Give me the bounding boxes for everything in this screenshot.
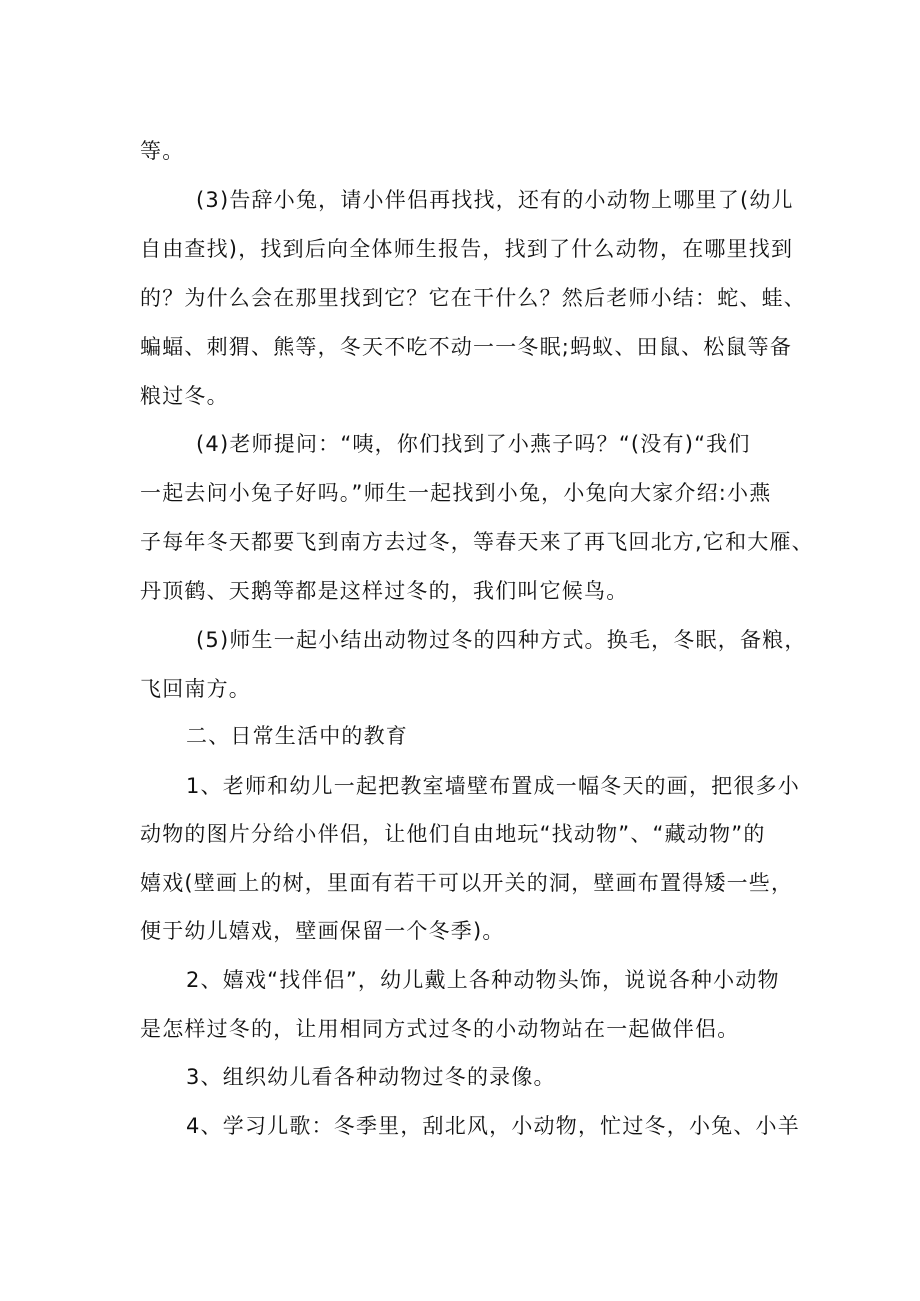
text-line: (5)师生一起小结出动物过冬的四种方式。换毛，冬眠，备粮， xyxy=(196,628,807,652)
text-line: 丹顶鹤、天鹅等都是这样过冬的，我们叫它候鸟。 xyxy=(140,579,629,603)
text-line: 2、嬉戏“找伴侣”，幼儿戴上各种动物头饰，说说各种小动物 xyxy=(186,968,780,992)
text-line: 等。 xyxy=(140,139,185,163)
text-line: 动物的图片分给小伴侣，让他们自由地玩“找动物”、“藏动物”的 xyxy=(140,822,766,846)
text-line: 一起去问小兔子好吗。”师生一起找到小兔，小兔向大家介绍:小燕 xyxy=(140,481,772,505)
text-line: 的？为什么会在那里找到它？它在干什么？然后老师小结：蛇、蛙、 xyxy=(140,286,806,310)
text-line: 子每年冬天都要飞到南方去过冬，等春天来了再飞回北方,它和大雁、 xyxy=(140,530,814,554)
text-line: 粮过冬。 xyxy=(140,384,229,408)
text-line: (3)告辞小兔，请小伴侣再找找，还有的小动物上哪里了(幼儿 xyxy=(196,188,794,212)
text-line: 自由查找)，找到后向全体师生报告，找到了什么动物，在哪里找到 xyxy=(140,237,794,261)
text-line: 嬉戏(壁画上的树，里面有若干可以开关的洞，壁画布置得矮一些， xyxy=(140,871,794,895)
text-line: 蝙蝠、刺猬、熊等，冬天不吃不动一一冬眠;蚂蚁、田鼠、松鼠等备 xyxy=(140,335,793,359)
text-line: 1、老师和幼儿一起把教室墙壁布置成一幅冬天的画，把很多小 xyxy=(186,774,800,798)
section-heading: 二、日常生活中的教育 xyxy=(186,724,408,748)
text-line: 3、组织幼儿看各种动物过冬的录像。 xyxy=(186,1065,556,1089)
text-line: 便于幼儿嬉戏，壁画保留一个冬季)。 xyxy=(140,919,505,943)
text-line: 是怎样过冬的，让用相同方式过冬的小动物站在一起做伴侣。 xyxy=(140,1017,740,1041)
text-line: 4、学习儿歌：冬季里，刮北风，小动物，忙过冬，小兔、小羊 xyxy=(186,1114,800,1138)
text-line: (4)老师提问：“咦，你们找到了小燕子吗？“(没有)“我们 xyxy=(196,432,751,456)
text-line: 飞回南方。 xyxy=(140,677,251,701)
